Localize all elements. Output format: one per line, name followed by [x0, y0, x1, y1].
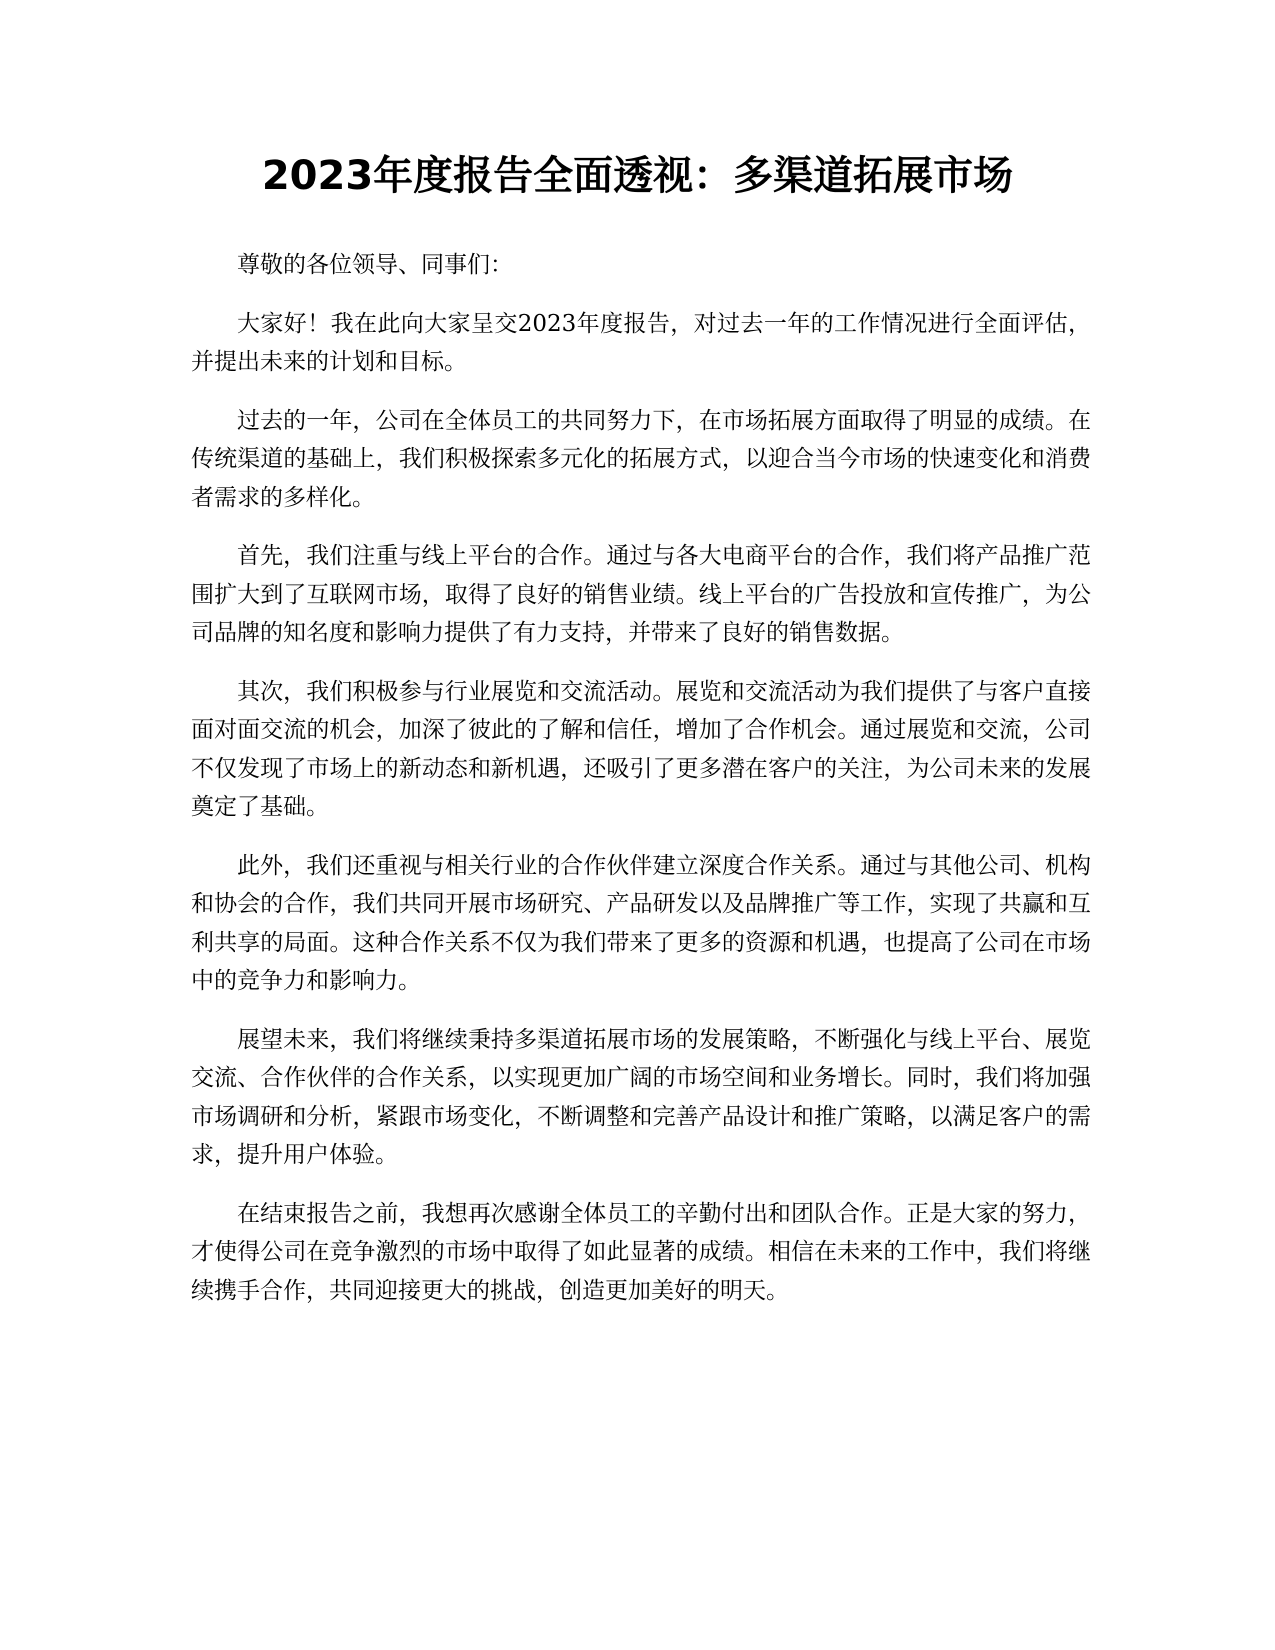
body-paragraph: 过去的一年，公司在全体员工的共同努力下，在市场拓展方面取得了明显的成绩。在传统渠道的基础上，我们积极探索多元化的拓展方式，以迎合当今市场的快速变化和消费者需求的多样化。: [191, 407, 1091, 511]
body-paragraph: 其次，我们积极参与行业展览和交流活动。展览和交流活动为我们提供了与客户直接面对面交流的机会，加深了彼此的了解和信任，增加了合作机会。通过展览和交流，公司不仅发现了市场上的新动态和新机遇，还吸引了更多潜在客户的关注，为公司未来的发展奠定了基础。: [191, 678, 1091, 820]
intro-paragraph: 大家好！我在此向大家呈交2023年度报告，对过去一年的工作情况进行全面评估，并提出未来的计划和目标。: [191, 310, 1091, 375]
salutation-paragraph: 尊敬的各位领导、同事们：: [237, 252, 513, 278]
document-title: 2023年度报告全面透视：多渠道拓展市场: [261, 153, 1014, 199]
closing-paragraph: 在结束报告之前，我想再次感谢全体员工的辛勤付出和团队合作。正是大家的努力，才使得公司在竞争激烈的市场中取得了如此显著的成绩。相信在未来的工作中，我们将继续携手合作，共同迎接更大的挑战，创造更加美好的明天。: [191, 1200, 1091, 1304]
document-body: [191, 246, 1091, 1330]
body-paragraph: 此外，我们还重视与相关行业的合作伙伴建立深度合作关系。通过与其他公司、机构和协会的合作，我们共同开展市场研究、产品研发以及品牌推广等工作，实现了共赢和互利共享的局面。这种合作关系不仅为我们带来了更多的资源和机遇，也提高了公司在市场中的竞争力和影响力。: [191, 852, 1091, 994]
body-paragraph: 首先，我们注重与线上平台的合作。通过与各大电商平台的合作，我们将产品推广范围扩大到了互联网市场，取得了良好的销售业绩。线上平台的广告投放和宣传推广，为公司品牌的知名度和影响力提供了有力支持，并带来了良好的销售数据。: [191, 543, 1091, 646]
body-paragraph: 展望未来，我们将继续秉持多渠道拓展市场的发展策略，不断强化与线上平台、展览交流、合作伙伴的合作关系，以实现更加广阔的市场空间和业务增长。同时，我们将加强市场调研和分析，紧跟市场变化，不断调整和完善产品设计和推广策略，以满足客户的需求，提升用户体验。: [191, 1026, 1091, 1168]
